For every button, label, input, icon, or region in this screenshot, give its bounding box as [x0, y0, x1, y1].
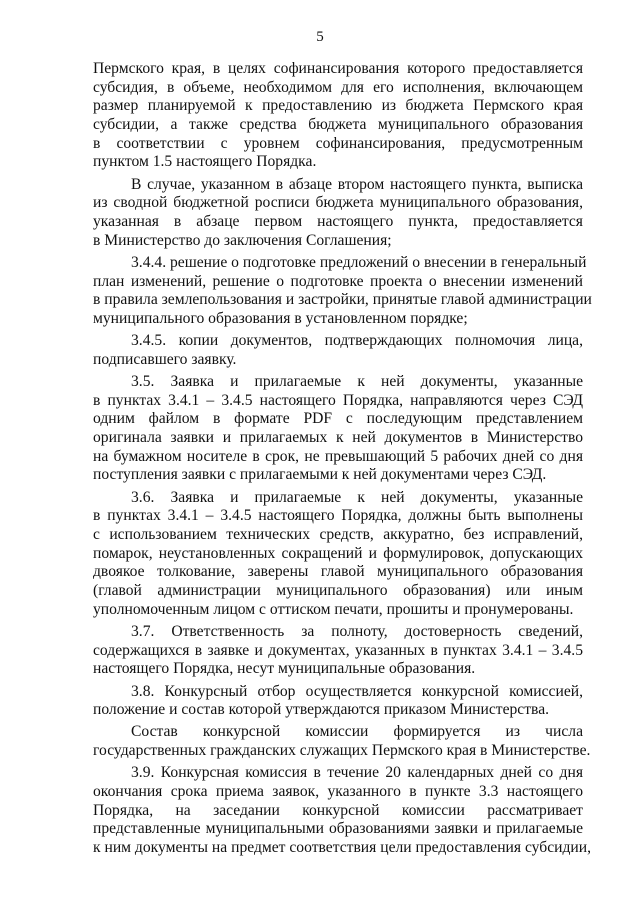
text-line: в пунктах 3.4.1 – 3.4.5 настоящего Порядка, должны быть выполнены — [93, 507, 583, 525]
text-line: в правила землепользования и застройки, принятые главой администрации — [93, 291, 592, 309]
paragraph — [93, 623, 583, 679]
text-line: Состав конкурсной комиссии формируется из числа — [131, 723, 583, 741]
text-line: поступления заявки с прилагаемыми к ней документами через СЭД. — [93, 466, 547, 484]
paragraph — [93, 253, 592, 329]
text-line: в Министерство до заключения Соглашения; — [93, 231, 392, 249]
text-line: государственных гражданских служащих Пермского края в Министерстве. — [93, 742, 591, 760]
paragraph — [93, 332, 583, 369]
paragraph — [93, 176, 583, 251]
text-line: субсидии, а также средства бюджета муниципального образования — [93, 116, 583, 134]
text-line: Порядка, на заседании конкурсной комиссии рассматривает — [93, 801, 583, 819]
paragraph — [93, 60, 583, 172]
text-line: настоящего Порядка, несут муниципальные образования. — [93, 660, 476, 678]
text-line: Пермского края, в целях софинансирования которого предоставляется — [93, 60, 583, 77]
text-line: 3.8. Конкурсный отбор осуществляется конкурсной комиссией, — [131, 682, 583, 700]
text-line: положение и состав которой утверждаются приказом Министерства. — [93, 701, 550, 719]
text-line: (главой администрации муниципального образования) или иным — [93, 582, 583, 600]
paragraph — [93, 489, 583, 620]
text-line: двоякое толкование, заверены главой муниципального образования — [93, 563, 583, 581]
text-line: содержащихся в заявке и документах, указанных в пунктах 3.4.1 – 3.4.5 — [93, 641, 583, 659]
text-line: 3.6. Заявка и прилагаемые к ней документы, указанные — [131, 488, 583, 506]
text-line: уполномоченным лицом с оттиском печати, прошиты и пронумерованы. — [93, 600, 574, 618]
text-line: окончания срока приема заявок, указанного в пункте 3.3 настоящего — [93, 782, 583, 800]
text-line: одним файлом в формате PDF с последующим представлением — [93, 410, 583, 428]
text-line: на бумажном носителе в срок, не превышающий 5 рабочих дней со дня — [93, 447, 583, 465]
text-line: субсидия, в объеме, необходимом для его исполнения, включающем — [93, 78, 583, 96]
paragraph — [93, 373, 583, 485]
text-line: размер планируемой к предоставлению из бюджета Пермского края — [93, 97, 583, 115]
text-line: план изменений, решение о подготовке проекта о внесении изменений — [93, 272, 583, 290]
text-line: пунктом 1.5 настоящего Порядка. — [93, 153, 317, 171]
page-number: 5 — [316, 29, 324, 45]
text-line: представленные муниципальными образованиями заявки и прилагаемые — [93, 820, 583, 838]
text-line: оригинала заявки и прилагаемых к ней документов в Министерство — [93, 429, 583, 447]
paragraph — [93, 683, 583, 720]
text-line: 3.9. Конкурсная комиссия в течение 20 календарных дней со дня — [131, 764, 583, 782]
text-line: к ним документы на предмет соответствия цели предоставления субсидии, — [93, 839, 591, 856]
text-line: 3.7. Ответственность за полноту, достоверность сведений, — [131, 622, 583, 640]
document-body — [93, 60, 592, 858]
text-line: в соответствии с уровнем софинансирования, предусмотренным — [93, 134, 583, 152]
text-line: помарок, неустановленных сокращений и формулировок, допускающих — [93, 544, 583, 562]
text-line: подписавшего заявку. — [93, 350, 237, 368]
text-line: в пунктах 3.4.1 – 3.4.5 настоящего Порядка, направляются через СЭД — [93, 391, 583, 409]
text-line: с использованием технических средств, аккуратно, без исправлений, — [93, 526, 583, 543]
text-line: 3.4.5. копии документов, подтверждающих полномочия лица, — [131, 332, 583, 350]
text-line: указанная в абзаце первом настоящего пункта, предоставляется — [93, 213, 583, 230]
text-line: из сводной бюджетной росписи бюджета муниципального образования, — [93, 194, 583, 212]
text-line: муниципального образования в установленном порядке; — [93, 309, 468, 327]
paragraph — [93, 764, 591, 857]
paragraph — [93, 723, 591, 760]
text-line: 3.5. Заявка и прилагаемые к ней документы, указанные — [131, 373, 583, 390]
text-line: 3.4.4. решение о подготовке предложений о внесении в генеральный — [131, 253, 587, 271]
text-line: В случае, указанном в абзаце втором настоящего пункта, выписка — [131, 175, 583, 193]
